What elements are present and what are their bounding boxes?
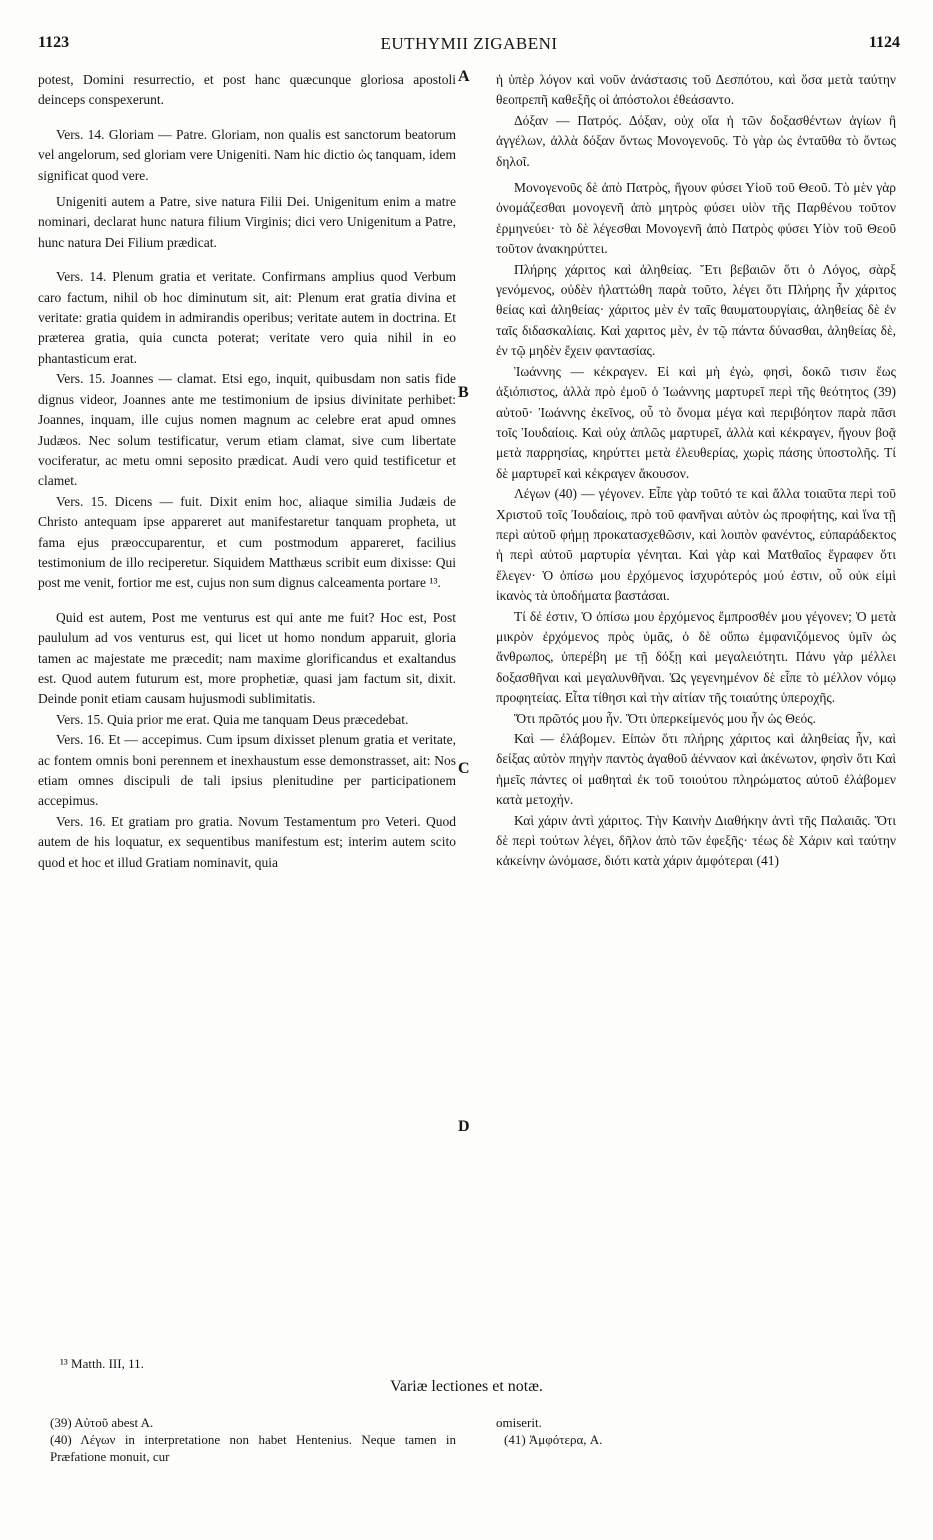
latin-paragraph: Unigeniti autem a Patre, sive natura Filii Dei. Unigenitum enim a matre nominari, declarat hunc natura filium Virginis; dici vero Unigenitum a Patre, hunc natura Dei Filium prædicat. [38, 194, 456, 250]
page-number-left: 1123 [38, 34, 70, 51]
margin-letter-d: D [458, 1118, 470, 1135]
latin-paragraph: Vers. 15. Dicens — fuit. Dixit enim hoc, aliaque similia Judæis de Christo antequam ipse appareret aut manifestaretur tanquam propheta, ut fama ejus præoccuparentur, et cum postmodum appareret, facilius testimonium de illo reciperetur. Siquidem Matthæus scribit eum dixisse: Qui post me venit, fortior me est, cujus non sum dignus calceamenta portare ¹³. [38, 493, 456, 591]
footnote: ¹³ Matth. III, 11. [60, 1356, 144, 1371]
greek-paragraph: Τί δέ ἐστιν, Ὁ ὀπίσω μου ἐρχόμενος ἔμπροσθέν μου γέγονεν; Ὁ μετὰ μικρὸν ἐρχόμενος πρὸς ὑμᾶς, ὁ δὲ οὔπω ἐμφανιζόμενος ὑμῖν ὡς ἄνθρωπος, ὑπερέβη με τῇ δόξῃ καὶ μεγαλειότητι. Πάνυ γὰρ μέλλει δοξασθῆναι καὶ μεγαλυνθῆναι. Ὡς γεγενημένον δὲ εἶπε τὸ μέλλον νόμῳ προφητείας. Εἶτα τίθησι καὶ τὴν αἰτίαν τῆς τοιαύτης ὑπεροχῆς. [496, 608, 896, 706]
running-header [38, 34, 900, 54]
latin-paragraph: Vers. 14. Gloriam — Patre. Gloriam, non qualis est sanctorum beatorum vel angelorum, sed gloriam vere Unigeniti. Nam hic dictio ὡς tanquam, idem significat quod vere. [38, 126, 456, 183]
latin-paragraph: Vers. 14. Plenum gratia et veritate. Confirmans amplius quod Verbum caro factum, nihil ob hoc diminutum sit, ait: Plenum erat gratia divina et veritate: gratia quidem in admirandis operibus; veritate autem in doctrina. Et præterea gratia, quia cuncta poterat; veritate vero quia nihil in eo phantasticum erat. [38, 269, 456, 366]
variant-note: (40) Λέγων in interpretatione non habet Hentenius. Neque tamen in Præfatione monuit, cur [50, 1432, 456, 1464]
latin-paragraph: Vers. 15. Joannes — clamat. Etsi ego, inquit, quibusdam non satis fide dignus videor, Joannes ante me testimonium de ipsius divinitate perhibet: Joannes, inquam, ille cujus nomen magnum ac celebre erat apud omnes Judæos. Nec solum testificatur, verum etiam clamat, sive cum libertate vociferatur, ac metu omni seposito prædicat. Audi vero quid testificetur et clamet. [38, 371, 456, 489]
variant-note: (39) Αὐτοῦ abest A. [50, 1415, 154, 1430]
greek-paragraph: Λέγων (40) — γέγονεν. Εἶπε γὰρ τοῦτό τε καὶ ἄλλα τοιαῦτα περὶ τοῦ Χριστοῦ τοῖς Ἰουδαίοις, πρὸ τοῦ φανῆναι αὐτὸν ὡς προφήτης, καὶ ἵνα τῇ περὶ αὐτοῦ φήμῃ προκατασχεθῶσιν, καὶ λοιπὸν φανέντος, εὐπαράδεκτος ἡ περὶ αὐτοῦ μαρτυρία γένηται. Καὶ γὰρ καὶ Ματθαῖος ἔγραφεν ὅτι ἔλεγεν· Ὁ ὀπίσω μου ἐρχόμενος ἰσχυρότερός μού ἐστιν, οὗ οὐκ εἰμὶ ἱκανὸς τὰ ὑποδήματα βαστάσαι. [496, 486, 896, 604]
latin-paragraph: Vers. 16. Et — accepimus. Cum ipsum dixisset plenum gratia et veritate, ac fontem omnis boni perennem et inexhaustum esse demonstrasset, ait: Nos etiam omnes discipuli de tali ipsius plenitudine per participationem accepimus. [38, 732, 456, 809]
variae-left-column [50, 1414, 456, 1465]
variae-lectiones-title: Variæ lectiones et notæ. [390, 1378, 543, 1395]
greek-paragraph: Πλήρης χάριτος καὶ ἀληθείας. Ἔτι βεβαιῶν ὅτι ὁ Λόγος, σὰρξ γενόμενος, οὐδὲν ἠλαττώθη παρὰ τοῦτο, λέγει ὅτι Πλήρης ἦν χάριτος θείας καὶ ἀληθείας· χάριτος μὲν ἐν ταῖς θαυματουργίαις, ἀληθείας δὲ ἐν ταῖς διδασκαλίαις. Καὶ χαριτος μὲν, ἐν τῷ πάντα δύνασθαι, ἀληθείας δὲ, ἐν τῷ μηδὲν ἔχειν φαντασίας. [496, 261, 896, 359]
greek-paragraph: Καὶ — ἐλάβομεν. Εἰπὼν ὅτι πλήρης χάριτος καὶ ἀληθείας ἦν, καὶ δείξας αὐτὸν πηγὴν παντὸς ἀγαθοῦ ἀένναον καὶ ἀκένωτον, φησὶν ὅτι Καὶ ἡμεῖς πάντες οἱ μαθηταὶ ἐκ τοῦ τοιούτου πληρώματος αὐτοῦ ἐλάβομεν κατὰ μετοχήν. [496, 731, 896, 808]
latin-paragraph: Quid est autem, Post me venturus est qui ante me fuit? Hoc est, Post paululum ad vos venturus est, qui licet ut homo nondum apparuit, gloria tamen ac majestate me præcedit; nam maxime glorificandus et exaltandus est. Quod autem futurum est, more prophetiæ, quasi jam factum sit, dixit. Deinde ponit etiam causam hujusmodi sublimitatis. [38, 609, 456, 707]
greek-column [496, 70, 896, 872]
margin-letter-c: C [458, 760, 470, 777]
latin-paragraph: Vers. 15. Quia prior me erat. Quia me tanquam Deus præcedebat. [56, 711, 409, 727]
greek-paragraph: Ὅτι πρῶτός μου ἦν. Ὅτι ὑπερκείμενός μου ἦν ὡς Θεός. [514, 710, 816, 726]
latin-paragraph: potest, Domini resurrectio, et post hanc quæcunque gloriosa apostoli deinceps conspexerunt. [38, 72, 456, 108]
greek-paragraph: Μονογενοῦς δὲ ἀπὸ Πατρὸς, ἤγουν φύσει Υἱοῦ τοῦ Θεοῦ. Τὸ μὲν γὰρ ὀνομάζεσθαι μονογενῆ ἀπὸ μητρὸς φύσει υἱὸν τῆς Παρθένου τοῦτον ἑρμηνεύει· τὸ δὲ λέγεσθαι Μονογενῆ ἀπὸ Πατρὸς φύσει Υἱὸν τοῦ Θεοῦ τοῦτον ἀνακηρύττει. [496, 180, 896, 257]
greek-paragraph: Καὶ χάριν ἀντὶ χάριτος. Τὴν Καινὴν Διαθήκην ἀντὶ τῆς Παλαιᾶς. Ὅτι δὲ περὶ τούτων λέγει, δῆλον ἀπὸ τῶν ἐφεξῆς· τέως δὲ Χάριν καὶ ταύτην κἀκείνην ὠνόμασε, διότι κατὰ χάριν ἀμφότεραι (41) [496, 812, 896, 869]
running-title: EUTHYMII ZIGABENI [380, 34, 558, 53]
variae-right-column [496, 1414, 896, 1448]
greek-paragraph: Ἰωάννης — κέκραγεν. Εἰ καὶ μὴ ἐγὼ, φησὶ, δοκῶ τισιν ἕως ἀξιόπιστος, ἀλλὰ πρὸ ἐμοῦ ὁ Ἰωάννης μαρτυρεῖ περὶ τῆς θεότητος (39) αὐτοῦ· Ἰωάννης ἐκεῖνος, οὗ τὸ ὄνομα μέγα καὶ περιβόητον παρὰ πᾶσι τοῖς Ἰουδαίοις. Καὶ οὐχ ἁπλῶς μαρτυρεῖ, ἀλλὰ καὶ κέκραγεν, ἤγουν βοᾷ μετὰ παρρησίας, κηρύττει μετὰ ἐλευθερίας, χωρὶς πάσης ὑποστολῆς. Τί δὲ μαρτυρεῖ καὶ κέκραγεν ἄκουσον. [496, 363, 896, 481]
page-number-right: 1124 [868, 34, 900, 51]
latin-paragraph: Vers. 16. Et gratiam pro gratia. Novum Testamentum pro Veteri. Quod autem de his loquatur, ex sequentibus manifestum est; interim autem scito quod et hoc et illud Gratiam nominavit, quia [38, 813, 456, 870]
margin-letter-b: B [458, 384, 469, 401]
greek-paragraph: ἡ ὑπὲρ λόγον καὶ νοῦν ἀνάστασις τοῦ Δεσπότου, καὶ ὅσα μετὰ ταύτην θεοπρεπῆ καθεξῆς οἱ ἀπόστολοι ἐθεάσαντο. [496, 72, 896, 108]
margin-letter-a: A [458, 68, 470, 85]
variant-note: omiserit. [496, 1415, 542, 1430]
variant-note: (41) Ἀμφότερα, A. [504, 1432, 603, 1447]
greek-paragraph: Δόξαν — Πατρός. Δόξαν, οὐχ οἵα ἡ τῶν δοξασθέντων ἁγίων ἢ ἀγγέλων, ἀλλὰ δόξαν ὄντως Μονογενοῦς. Τὸ γὰρ ὡς ἐνταῦθα τὸ ὄντως δηλοῖ. [496, 112, 896, 169]
latin-column [38, 70, 456, 873]
